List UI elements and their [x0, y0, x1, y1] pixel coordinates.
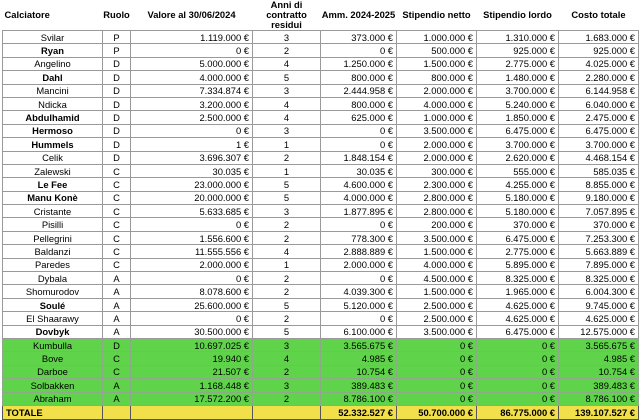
cell-total[interactable]: 1.683.000 € [559, 31, 639, 44]
cell-value[interactable]: 5.000.000 € [131, 57, 253, 70]
cell-net[interactable]: 1.500.000 € [397, 285, 477, 298]
cell-net[interactable]: 4.000.000 € [397, 97, 477, 110]
cell-role[interactable]: D [103, 111, 131, 124]
cell-years[interactable]: 4 [253, 352, 321, 365]
cell-net[interactable]: 0 € [397, 338, 477, 351]
cell-gross[interactable]: 1.480.000 € [477, 71, 559, 84]
cell-value[interactable]: 30.500.000 € [131, 325, 253, 338]
cell-amort[interactable]: 1.877.895 € [321, 205, 397, 218]
cell-player[interactable]: Dovbyk [3, 325, 103, 338]
cell-gross[interactable]: 2.620.000 € [477, 151, 559, 164]
table-row [3, 298, 639, 311]
cell-role[interactable]: C [103, 365, 131, 378]
cell-net[interactable]: 2.000.000 € [397, 138, 477, 151]
cell-total[interactable]: 3.700.000 € [559, 138, 639, 151]
cell-total[interactable]: 4.468.154 € [559, 151, 639, 164]
cell-player[interactable]: Darboe [3, 365, 103, 378]
cell-net[interactable]: 300.000 € [397, 164, 477, 177]
cell-total[interactable]: 6.004.300 € [559, 285, 639, 298]
cell-amort[interactable]: 10.754 € [321, 365, 397, 378]
table-row [3, 312, 639, 325]
cell-net[interactable]: 0 € [397, 352, 477, 365]
cell-gross[interactable]: 4.625.000 € [477, 298, 559, 311]
cell-net[interactable]: 1.500.000 € [397, 57, 477, 70]
table-row [3, 325, 639, 338]
cell-value[interactable]: 4.000.000 € [131, 71, 253, 84]
header-years: Anni di contratto residui [266, 0, 307, 30]
cell-value[interactable]: 25.600.000 € [131, 298, 253, 311]
totals-total[interactable]: 139.107.527 € [559, 405, 639, 419]
cell-value[interactable]: 1.168.448 € [131, 379, 253, 392]
cell-player[interactable]: Pisilli [3, 218, 103, 231]
totals-amort[interactable]: 52.332.527 € [321, 405, 397, 419]
cell-gross[interactable]: 0 € [477, 379, 559, 392]
table-row [3, 164, 639, 177]
cell-role[interactable]: C [103, 245, 131, 258]
cell-years[interactable]: 2 [253, 44, 321, 57]
cell-value[interactable]: 5.633.685 € [131, 205, 253, 218]
cell-gross[interactable]: 1.965.000 € [477, 285, 559, 298]
table-row [3, 231, 639, 244]
cell-player[interactable]: Soulé [3, 298, 103, 311]
cell-value[interactable]: 10.697.025 € [131, 338, 253, 351]
cell-player[interactable]: Baldanzi [3, 245, 103, 258]
cell-amort[interactable]: 389.483 € [321, 379, 397, 392]
cell-player[interactable]: Hermoso [3, 124, 103, 137]
cell-net[interactable]: 1.000.000 € [397, 111, 477, 124]
cell-value[interactable]: 20.000.000 € [131, 191, 253, 204]
cell-total[interactable]: 10.754 € [559, 365, 639, 378]
cell-role[interactable]: D [103, 84, 131, 97]
cell-amort[interactable]: 800.000 € [321, 97, 397, 110]
cell-years[interactable]: 3 [253, 31, 321, 44]
cell-net[interactable]: 1.500.000 € [397, 245, 477, 258]
cell-role[interactable]: A [103, 325, 131, 338]
cell-player[interactable]: Zalewski [3, 164, 103, 177]
cell-years[interactable]: 4 [253, 245, 321, 258]
cell-amort[interactable]: 2.000.000 € [321, 258, 397, 271]
cell-role[interactable]: C [103, 164, 131, 177]
cell-net[interactable]: 2.800.000 € [397, 205, 477, 218]
cell-value[interactable]: 0 € [131, 124, 253, 137]
cell-role[interactable]: P [103, 44, 131, 57]
cell-net[interactable]: 2.500.000 € [397, 312, 477, 325]
cell-value[interactable]: 1.556.600 € [131, 231, 253, 244]
cell-years[interactable]: 2 [253, 392, 321, 405]
cell-years[interactable]: 1 [253, 138, 321, 151]
cell-value[interactable]: 3.696.307 € [131, 151, 253, 164]
cell-role[interactable]: D [103, 138, 131, 151]
cell-player[interactable]: Shomurodov [3, 285, 103, 298]
table-row [3, 205, 639, 218]
cell-player[interactable]: Solbakken [3, 379, 103, 392]
cell-value[interactable]: 7.334.874 € [131, 84, 253, 97]
cell-role[interactable]: A [103, 392, 131, 405]
table-row [3, 245, 639, 258]
cell-amort[interactable]: 1.250.000 € [321, 57, 397, 70]
cell-value[interactable]: 21.507 € [131, 365, 253, 378]
cell-amort[interactable]: 3.565.675 € [321, 338, 397, 351]
cell-amort[interactable]: 4.039.300 € [321, 285, 397, 298]
cell-years[interactable]: 3 [253, 205, 321, 218]
table-row [3, 365, 639, 378]
cell-player[interactable]: Ryan [3, 44, 103, 57]
cell-years[interactable]: 3 [253, 379, 321, 392]
cell-net[interactable]: 2.000.000 € [397, 84, 477, 97]
cell-net[interactable]: 2.500.000 € [397, 298, 477, 311]
header-value: Valore al 30/06/2024 [147, 9, 236, 20]
cell-net[interactable]: 0 € [397, 365, 477, 378]
cell-value[interactable]: 19.940 € [131, 352, 253, 365]
cell-net[interactable]: 2.800.000 € [397, 191, 477, 204]
table-row [3, 71, 639, 84]
cell-role[interactable]: C [103, 191, 131, 204]
cell-role[interactable]: D [103, 151, 131, 164]
cell-total[interactable]: 2.475.000 € [559, 111, 639, 124]
cell-amort[interactable]: 0 € [321, 44, 397, 57]
cell-total[interactable]: 4.625.000 € [559, 312, 639, 325]
cell-player[interactable]: Le Fee [3, 178, 103, 191]
cell-amort[interactable]: 0 € [321, 124, 397, 137]
table-row [3, 258, 639, 271]
cell-years[interactable]: 5 [253, 191, 321, 204]
table-row [3, 352, 639, 365]
table-row [3, 97, 639, 110]
cell-total[interactable]: 9.180.000 € [559, 191, 639, 204]
cell-gross[interactable]: 0 € [477, 338, 559, 351]
cell-amort[interactable]: 0 € [321, 272, 397, 285]
table-row [3, 57, 639, 70]
cell-value[interactable]: 17.572.200 € [131, 392, 253, 405]
cell-net[interactable]: 4.500.000 € [397, 272, 477, 285]
header-row [3, 0, 639, 31]
cell-gross[interactable]: 925.000 € [477, 44, 559, 57]
cell-role[interactable]: D [103, 57, 131, 70]
cell-value[interactable]: 23.000.000 € [131, 178, 253, 191]
cell-gross[interactable]: 555.000 € [477, 164, 559, 177]
cell-gross[interactable]: 8.325.000 € [477, 272, 559, 285]
cell-gross[interactable]: 4.255.000 € [477, 178, 559, 191]
cell-gross[interactable]: 5.180.000 € [477, 191, 559, 204]
cell-net[interactable]: 4.000.000 € [397, 258, 477, 271]
cell-value[interactable]: 8.078.600 € [131, 285, 253, 298]
cell-net[interactable]: 3.500.000 € [397, 124, 477, 137]
cell-years[interactable]: 4 [253, 97, 321, 110]
table-row [3, 379, 639, 392]
cell-player[interactable]: Abdulhamid [3, 111, 103, 124]
cell-net[interactable]: 200.000 € [397, 218, 477, 231]
totals-net[interactable]: 50.700.000 € [397, 405, 477, 419]
header-player: Calciatore [4, 9, 50, 20]
cell-gross[interactable]: 0 € [477, 352, 559, 365]
table-row [3, 272, 639, 285]
cell-amort[interactable]: 8.786.100 € [321, 392, 397, 405]
cell-amort[interactable]: 778.300 € [321, 231, 397, 244]
cell-role[interactable]: C [103, 352, 131, 365]
cell-total[interactable]: 5.663.889 € [559, 245, 639, 258]
cell-years[interactable]: 2 [253, 218, 321, 231]
cell-total[interactable]: 8.855.000 € [559, 178, 639, 191]
cell-total[interactable]: 3.565.675 € [559, 338, 639, 351]
cell-player[interactable]: Kumbulla [3, 338, 103, 351]
cell-player[interactable]: Manu Konè [3, 191, 103, 204]
cell-total[interactable]: 7.253.300 € [559, 231, 639, 244]
cell-amort[interactable]: 4.600.000 € [321, 178, 397, 191]
table-row [3, 338, 639, 351]
cell-player[interactable]: Paredes [3, 258, 103, 271]
cell-total[interactable]: 6.475.000 € [559, 124, 639, 137]
cell-player[interactable]: Dybala [3, 272, 103, 285]
cell-total[interactable]: 4.985 € [559, 352, 639, 365]
cell-net[interactable]: 1.000.000 € [397, 31, 477, 44]
cell-amort[interactable]: 30.035 € [321, 164, 397, 177]
cell-role[interactable]: P [103, 31, 131, 44]
table-row [3, 111, 639, 124]
cell-years[interactable]: 2 [253, 231, 321, 244]
cell-value[interactable]: 2.500.000 € [131, 111, 253, 124]
cell-years[interactable]: 5 [253, 298, 321, 311]
cell-role[interactable]: C [103, 178, 131, 191]
cell-total[interactable]: 12.575.000 € [559, 325, 639, 338]
cell-value[interactable]: 11.555.556 € [131, 245, 253, 258]
table-row [3, 191, 639, 204]
cell-total[interactable]: 8.325.000 € [559, 272, 639, 285]
cell-value[interactable]: 0 € [131, 312, 253, 325]
cell-player[interactable]: Ndicka [3, 97, 103, 110]
cell-gross[interactable]: 5.180.000 € [477, 205, 559, 218]
cell-years[interactable]: 5 [253, 178, 321, 191]
cell-total[interactable]: 370.000 € [559, 218, 639, 231]
table-body [3, 31, 639, 406]
cell-player[interactable]: El Shaarawy [3, 312, 103, 325]
cell-gross[interactable]: 2.775.000 € [477, 57, 559, 70]
cell-player[interactable]: Hummels [3, 138, 103, 151]
header-total: Costo totale [571, 9, 626, 20]
cell-gross[interactable]: 6.475.000 € [477, 231, 559, 244]
table-row [3, 392, 639, 405]
table-row [3, 44, 639, 57]
cell-role[interactable]: C [103, 218, 131, 231]
cell-role[interactable]: D [103, 97, 131, 110]
header-amort: Amm. 2024-2025 [321, 9, 396, 20]
cell-player[interactable]: Angelino [3, 57, 103, 70]
cell-gross[interactable]: 6.475.000 € [477, 325, 559, 338]
cell-amort[interactable]: 6.100.000 € [321, 325, 397, 338]
cell-amort[interactable]: 0 € [321, 218, 397, 231]
cell-years[interactable]: 3 [253, 124, 321, 137]
cell-gross[interactable]: 1.310.000 € [477, 31, 559, 44]
cell-player[interactable]: Pellegrini [3, 231, 103, 244]
cell-total[interactable]: 6.144.958 € [559, 84, 639, 97]
cell-role[interactable]: A [103, 298, 131, 311]
table-row [3, 138, 639, 151]
cell-net[interactable]: 800.000 € [397, 71, 477, 84]
table-row [3, 285, 639, 298]
table-row [3, 84, 639, 97]
cell-gross[interactable]: 5.240.000 € [477, 97, 559, 110]
cell-net[interactable]: 0 € [397, 379, 477, 392]
cell-role[interactable]: D [103, 124, 131, 137]
cell-years[interactable]: 3 [253, 84, 321, 97]
table-row [3, 31, 639, 44]
cell-total[interactable]: 9.745.000 € [559, 298, 639, 311]
cell-years[interactable]: 3 [253, 338, 321, 351]
table-row [3, 178, 639, 191]
cell-years[interactable]: 5 [253, 71, 321, 84]
cell-net[interactable]: 3.500.000 € [397, 325, 477, 338]
cell-gross[interactable]: 4.625.000 € [477, 312, 559, 325]
cell-net[interactable]: 2.300.000 € [397, 178, 477, 191]
cell-value[interactable]: 0 € [131, 272, 253, 285]
cell-role[interactable]: D [103, 338, 131, 351]
cell-player[interactable]: Cristante [3, 205, 103, 218]
cell-gross[interactable]: 0 € [477, 365, 559, 378]
cell-role[interactable]: D [103, 71, 131, 84]
cell-amort[interactable]: 373.000 € [321, 31, 397, 44]
cell-amort[interactable]: 625.000 € [321, 111, 397, 124]
cell-amort[interactable]: 0 € [321, 312, 397, 325]
cell-total[interactable]: 925.000 € [559, 44, 639, 57]
salary-table [2, 0, 639, 420]
cell-player[interactable]: Dahl [3, 71, 103, 84]
cell-amort[interactable]: 4.985 € [321, 352, 397, 365]
totals-label[interactable]: TOTALE [3, 405, 103, 419]
cell-role[interactable]: A [103, 379, 131, 392]
cell-total[interactable]: 6.040.000 € [559, 97, 639, 110]
cell-value[interactable]: 0 € [131, 44, 253, 57]
cell-player[interactable]: Mancini [3, 84, 103, 97]
cell-total[interactable]: 7.895.000 € [559, 258, 639, 271]
cell-total[interactable]: 2.280.000 € [559, 71, 639, 84]
cell-value[interactable]: 0 € [131, 218, 253, 231]
cell-player[interactable]: Celik [3, 151, 103, 164]
cell-gross[interactable]: 6.475.000 € [477, 124, 559, 137]
header-role: Ruolo [103, 9, 130, 20]
cell-years[interactable]: 2 [253, 151, 321, 164]
cell-gross[interactable]: 3.700.000 € [477, 84, 559, 97]
cell-total[interactable]: 4.025.000 € [559, 57, 639, 70]
cell-role[interactable]: A [103, 285, 131, 298]
cell-years[interactable]: 5 [253, 325, 321, 338]
cell-amort[interactable]: 2.444.958 € [321, 84, 397, 97]
cell-value[interactable]: 1.119.000 € [131, 31, 253, 44]
cell-gross[interactable]: 2.775.000 € [477, 245, 559, 258]
cell-value[interactable]: 3.200.000 € [131, 97, 253, 110]
cell-gross[interactable]: 3.700.000 € [477, 138, 559, 151]
cell-gross[interactable]: 370.000 € [477, 218, 559, 231]
cell-years[interactable]: 1 [253, 164, 321, 177]
cell-years[interactable]: 1 [253, 258, 321, 271]
totals-gross[interactable]: 86.775.000 € [477, 405, 559, 419]
cell-total[interactable]: 585.035 € [559, 164, 639, 177]
cell-net[interactable]: 0 € [397, 392, 477, 405]
cell-years[interactable]: 2 [253, 272, 321, 285]
cell-role[interactable]: A [103, 312, 131, 325]
cell-player[interactable]: Svilar [3, 31, 103, 44]
cell-amort[interactable]: 2.888.889 € [321, 245, 397, 258]
cell-years[interactable]: 4 [253, 57, 321, 70]
cell-gross[interactable]: 0 € [477, 392, 559, 405]
cell-amort[interactable]: 4.000.000 € [321, 191, 397, 204]
cell-total[interactable]: 7.057.895 € [559, 205, 639, 218]
cell-net[interactable]: 500.000 € [397, 44, 477, 57]
cell-player[interactable]: Abraham [3, 392, 103, 405]
cell-value[interactable]: 1 € [131, 138, 253, 151]
cell-role[interactable]: C [103, 258, 131, 271]
header-net: Stipendio netto [402, 9, 471, 20]
cell-amort[interactable]: 1.848.154 € [321, 151, 397, 164]
cell-value[interactable]: 30.035 € [131, 164, 253, 177]
cell-years[interactable]: 2 [253, 365, 321, 378]
table-row [3, 218, 639, 231]
cell-role[interactable]: C [103, 205, 131, 218]
cell-total[interactable]: 8.786.100 € [559, 392, 639, 405]
cell-role[interactable]: C [103, 231, 131, 244]
cell-years[interactable]: 4 [253, 111, 321, 124]
header-gross: Stipendio lordo [483, 9, 552, 20]
cell-net[interactable]: 3.500.000 € [397, 231, 477, 244]
cell-amort[interactable]: 5.120.000 € [321, 298, 397, 311]
table-row [3, 151, 639, 164]
cell-years[interactable]: 2 [253, 285, 321, 298]
spreadsheet [2, 0, 638, 420]
cell-amort[interactable]: 0 € [321, 138, 397, 151]
cell-role[interactable]: A [103, 272, 131, 285]
cell-total[interactable]: 389.483 € [559, 379, 639, 392]
cell-player[interactable]: Bove [3, 352, 103, 365]
cell-value[interactable]: 2.000.000 € [131, 258, 253, 271]
cell-gross[interactable]: 1.850.000 € [477, 111, 559, 124]
cell-net[interactable]: 2.000.000 € [397, 151, 477, 164]
cell-amort[interactable]: 800.000 € [321, 71, 397, 84]
cell-gross[interactable]: 5.895.000 € [477, 258, 559, 271]
table-row [3, 124, 639, 137]
cell-years[interactable]: 2 [253, 312, 321, 325]
